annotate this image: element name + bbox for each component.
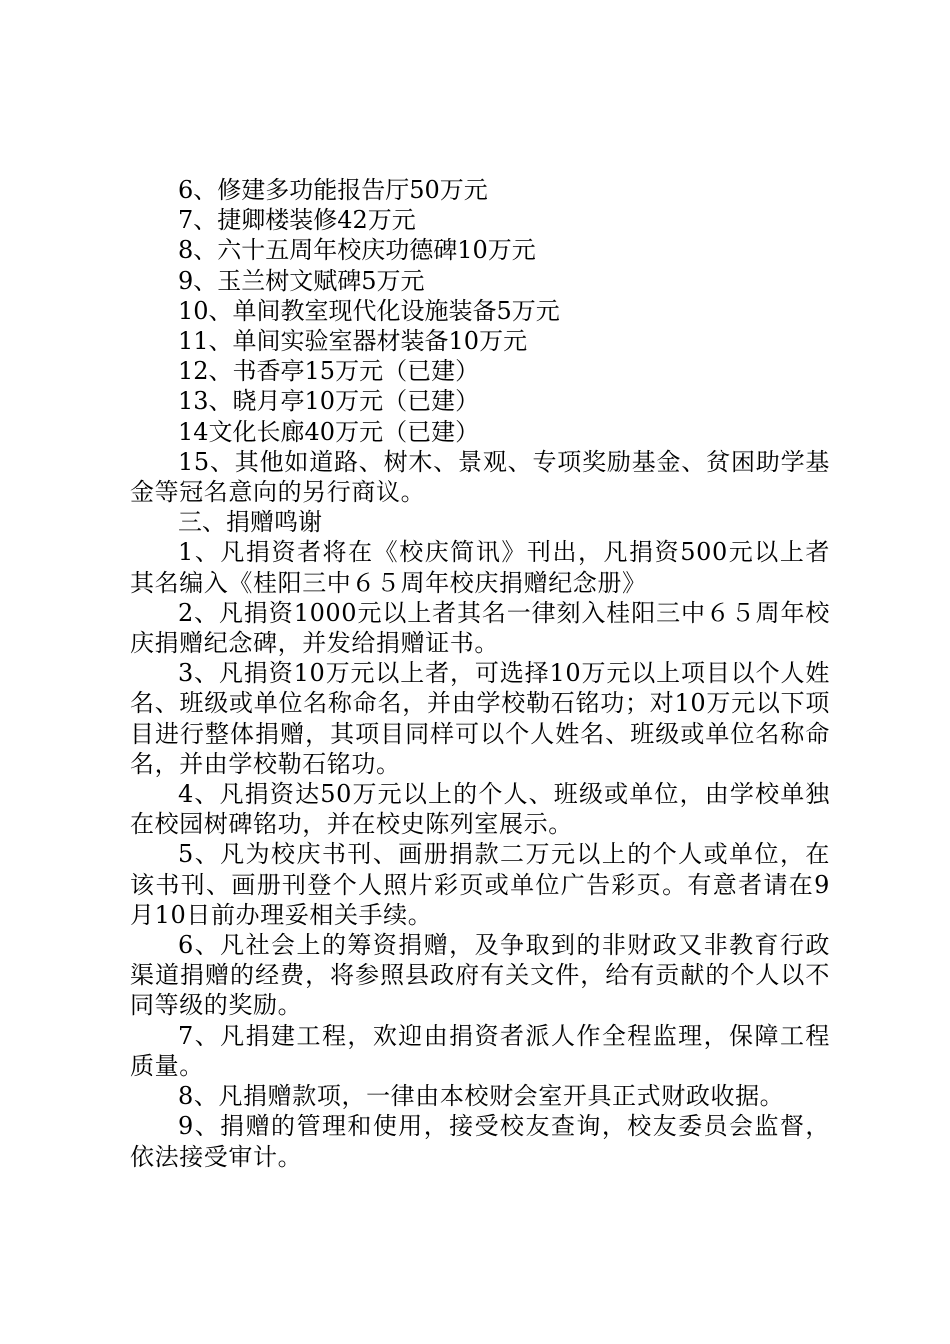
document-body [130, 175, 830, 1172]
acknowledgement-5: 5、凡为校庆书刊、画册捐款二万元以上的个人或单位，在该书刊、画册刊登个人照片彩页或单位广告彩页。有意者请在9月10日前办理妥相关手续。 [130, 840, 830, 929]
project-item-14: 14文化长廊40万元（已建） [178, 417, 480, 446]
project-item-13: 13、晓月亭10万元（已建） [178, 387, 480, 416]
section-heading: 三、捐赠鸣谢 [178, 508, 322, 537]
project-item-11: 11、单间实验室器材装备10万元 [178, 327, 528, 356]
project-item-6: 6、修建多功能报告厅50万元 [178, 176, 488, 204]
project-item-8: 8、六十五周年校庆功德碑10万元 [178, 236, 536, 265]
acknowledgement-1: 1、凡捐资者将在《校庆简讯》刊出，凡捐资500元以上者其名编入《桂阳三中６５周年校庆捐赠纪念册》 [130, 538, 830, 597]
project-item-9: 9、玉兰树文赋碑5万元 [178, 266, 425, 295]
project-item-7: 7、捷卿楼装修42万元 [178, 206, 416, 235]
acknowledgement-3: 3、凡捐资10万元以上者，可选择10万元以上项目以个人姓名、班级或单位名称命名，并由学校勒石铭功；对10万元以下项目进行整体捐赠，其项目同样可以个人姓名、班级或单位名称命名，并由学校勒石铭功。 [130, 659, 830, 778]
acknowledgement-2: 2、凡捐资1000元以上者其名一律刻入桂阳三中６５周年校庆捐赠纪念碑，并发给捐赠证书。 [130, 598, 830, 658]
project-item-12: 12、书香亭15万元（已建） [178, 357, 480, 386]
project-item-10: 10、单间教室现代化设施装备5万元 [178, 296, 560, 325]
project-item-15: 15、其他如道路、树木、景观、专项奖励基金、贫困助学基金等冠名意向的另行商议。 [130, 447, 830, 507]
acknowledgement-7: 7、凡捐建工程，欢迎由捐资者派人作全程监理，保障工程质量。 [130, 1021, 830, 1080]
acknowledgement-8: 8、凡捐赠款项，一律由本校财会室开具正式财政收据。 [178, 1082, 785, 1111]
acknowledgement-6: 6、凡社会上的筹资捐赠，及争取到的非财政又非教育行政渠道捐赠的经费，将参照县政府有关文件，给有贡献的个人以不同等级的奖励。 [130, 931, 830, 1020]
acknowledgement-9: 9、捐赠的管理和使用，接受校友查询，校友委员会监督，依法接受审计。 [130, 1112, 830, 1171]
acknowledgement-4: 4、凡捐资达50万元以上的个人、班级或单位，由学校单独在校园树碑铭功，并在校史陈列室展示。 [130, 780, 830, 839]
